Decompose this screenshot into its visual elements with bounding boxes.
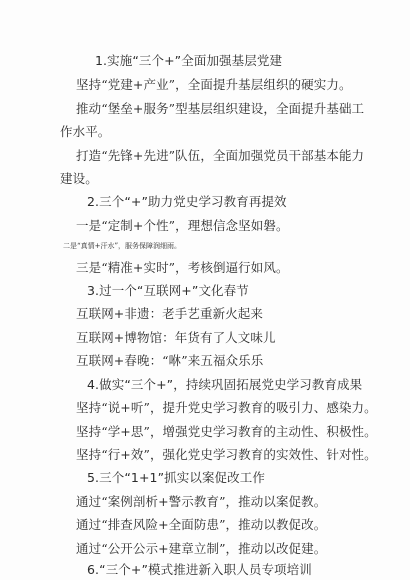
paragraph-line: 三是“精准+实时”，考核倒逼行如风。: [76, 260, 289, 275]
paragraph-line: 一是“定制+个性”，理想信念坚如磐。: [76, 218, 289, 233]
heading-2: 2.三个“+”助力党史学习教育再提效: [87, 194, 287, 209]
paragraph-line: 建设。: [60, 171, 98, 186]
paragraph-line: 互联网+春晚：“咻”来五福众乐乐: [76, 353, 264, 368]
paragraph-line: 通过“公开公示+建章立制”，推动以改促建。: [76, 541, 327, 556]
heading-6: 6.“三个+”模式推进新入职人员专项培训: [87, 562, 312, 577]
paragraph-line: 推动“堡垒+服务”型基层组织建设，全面提升基础工: [76, 101, 365, 116]
heading-1: 1.实施“三个+”全面加强基层党建: [95, 53, 283, 68]
paragraph-line: 通过“案例剖析+警示教育”，推动以案促教。: [76, 494, 327, 509]
paragraph-line: 互联网+博物馆：年货有了人文味儿: [76, 330, 276, 345]
heading-3: 3.过一个“互联网+”文化春节: [87, 283, 249, 298]
paragraph-line: 坚持“说+听”，提升党史学习教育的吸引力、感染力。: [76, 400, 377, 415]
heading-5: 5.三个“1+1”抓实以案促改工作: [87, 470, 265, 485]
paragraph-line-small: 二是“真情+汗水”，服务保障润细雨。: [63, 242, 182, 250]
paragraph-line: 坚持“党建+产业”，全面提升基层组织的硬实力。: [76, 77, 352, 92]
paragraph-line: 作水平。: [60, 124, 111, 139]
paragraph-line: 打造“先锋+先进”队伍，全面加强党员干部基本能力: [76, 148, 365, 163]
paragraph-line: 通过“排查风险+全面防患”，推动以教促改。: [76, 517, 327, 532]
paragraph-line: 互联网+非遗：老手艺重新火起来: [76, 306, 263, 321]
paragraph-line: 坚持“学+思”，增强党史学习教育的主动性、积极性。: [76, 424, 377, 439]
heading-4: 4.做实“三个+”，持续巩固拓展党史学习教育成果: [87, 377, 363, 392]
paragraph-line: 坚持“行+效”，强化党史学习教育的实效性、针对性。: [76, 447, 377, 462]
